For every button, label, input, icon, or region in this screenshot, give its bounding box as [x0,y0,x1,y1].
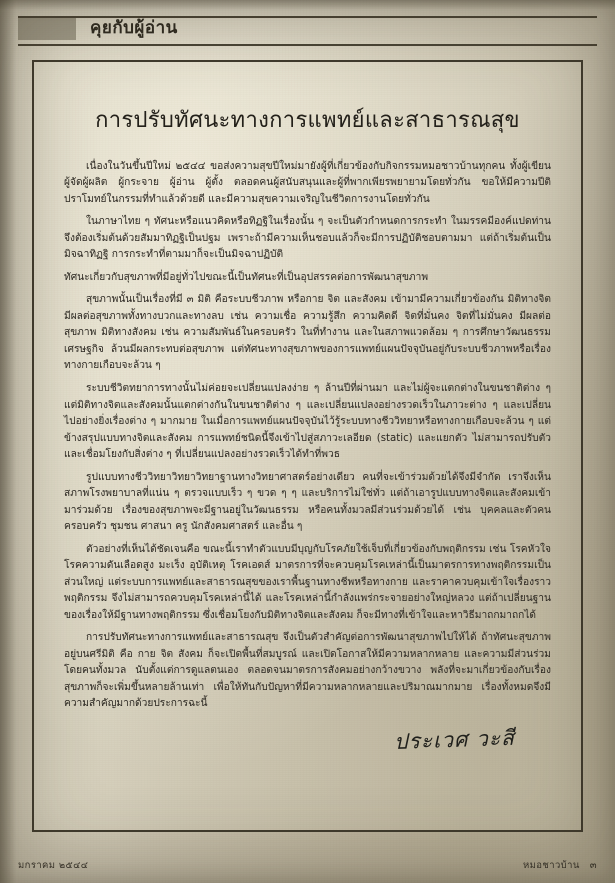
footer-right-group [523,858,597,873]
paragraph: ในภาษาไทย ๆ ทัศนะหรือแนวคิดหรือทิฏฐิในเรื่องนั้น ๆ จะเป็นตัวกำหนดการกระทำ ในมรรคมีองค์แปดท่านจึงต้องเริ่มต้นด้วยสัมมาทิฏฐิเป็นปฐม เพราะถ้ามีความเห็นชอบแล้วก็จะมีการปฏิบัติชอบตามมา แต่ถ้าเริ่มต้นเป็นมิจฉาทิฏฐิ การกระทำที่ตามมาก็จะเป็นมิจฉาปฏิบัติ [64,216,551,261]
article-body [64,159,551,713]
paragraph: ตัวอย่างที่เห็นได้ชัดเจนคือ ขณะนี้เราทำตัวแบบมีบุญกับโรคภัยใช้เจ็บที่เกี่ยวข้องกับพฤติกรรม เช่น โรคหัวใจ โรคความดันเลือดสูง มะเร็ง อุบัติเหตุ โรคเอดส์ มาตรการที่จะควบคุมโรคเหล่านี้เป็นมาตรการทางพฤติกรรมเป็นส่วนใหญ่ แต่ระบบการแพทย์และสาธารณสุขของเราพื้นฐานทางชีพหรือทางกาย และราคาควบคุมเข้าใจเรื่องราวพฤติกรรม จึงไม่สามารถควบคุมโรคเหล่านี้ได้ และโรคเหล่านี้กำลังแพร่กระจายอย่างใหญ่หลวง แต่ถ้าเปลี่ยนฐานของเรื่องให้มีฐานทางพฤติกรรม ซึ่งเชื่อมโยงกับมิติทางจิตและสังคม ก็จะมีทางที่เข้าใจและหาวิธีมาถกมาถกได้ [64,543,551,621]
paragraph: สุขภาพนั้นเป็นเรื่องที่มี ๓ มิติ คือระบบชีวภาพ หรือกาย จิต และสังคม เข้ามามีความเกี่ยวข้องกัน มิติทางจิตมีผลต่อสุขภาพทั้งทางบวกและทางลบ เช่น ความเชื่อ ความรู้สึก ความคิดดี จิตที่มั่นคง จิตที่ไม่มั่นคง มีผลต่อสุขภาพ มิติทางสังคม เช่น ความสัมพันธ์ในครอบครัว ในที่ทำงาน และในสภาพแวดล้อม ๆ การศึกษาวัฒนธรรม เศรษฐกิจ ล้วนมีผลกระทบต่อสุขภาพ แต่ทัศนะทางสุขภาพของการแพทย์แผนปัจจุบันอยู่กับระบบชีวภาพหรือเรื่องทางกายเกือบจะล้วน ๆ [64,294,551,372]
paragraph: ระบบชีวิตทยาการทางนั้นไม่ค่อยจะเปลี่ยนแปลงง่าย ๆ ล้านปีที่ผ่านมา และไม่ผู้จะแตกต่างในขนชาติต่าง ๆ แต่มิติทางจิตและสังคมนั้นแตกต่างกันในขนชาติต่าง ๆ และเปลี่ยนแปลงอย่างรวดเร็วในภาวะต่าง ๆ และเปลี่ยนไปอย่างยิ่งเรื่องต่าง ๆ มากมาย ในเมื่อการแพทย์แผนปัจจุบันไว้รู้ระบบทางชีววิทยาหรือทางกายเกือบจะล้วน ๆ แต่ข้างสรุปแบบทางจิตและสังคม การแพทย์ชนิดนี้จึงเข้าไปสู่สภาวะเลอียด (static) และแยกตัว ไม่สามารถปรับตัวและเชื่อมโยงกับสิ่งต่าง ๆ ที่เปลี่ยนแปลงอย่างรวดเร็วได้ทำที่พวธ [64,382,551,461]
author-signature: ประเวศ วะสี [393,725,516,754]
page-spine-shadow [0,0,16,883]
page-top-shadow [0,0,615,10]
article-title: การปรับทัศนะทางการแพทย์และสาธารณสุข [95,108,520,133]
footer-publication-name: หมอชาวบ้าน [522,859,580,871]
page-footer [18,857,597,873]
paragraph: การปรับทัศนะทางการแพทย์และสาธารณสุข จึงเป็นตัวสำคัญต่อการพัฒนาสุขภาพไปให้ได้ ถ้าทัศนะสุขภาพอยู่บนศรีมิติ คือ กาย จิต สังคม ก็จะเปิดพื้นที่สมบูรณ์ และเปิดโอกาสให้มีความหลากหลาย และความมีส่วนร่วมโดยคนทั้งมวล นับตั้งแต่การดูแลตนเอง ตลอดจนมาตรการสังคมอย่างกว้างขวาง พลังที่จะมาเกี่ยวข้องกับเรื่องสุขภาพก็จะเพิ่มขึ้นหลายล้านเท่า เพื่อให้ทันกับปัญหาที่มีความหลากหลายและปริมาณมากมาย เรื่องทั้งหมดจึงมีความสำคัญมากด้วยประการฉะนี้ [64,632,551,710]
section-header-band [18,12,597,46]
paragraph: ทัศนะเกี่ยวกับสุขภาพที่มีอยู่ทั่วไปขณะนี้เป็นทัศนะที่เป็นอุปสรรคต่อการพัฒนาสุขภาพ [64,271,429,283]
article-frame [32,60,583,832]
header-rule-bottom [18,44,597,46]
page-number: ๓ [589,859,597,871]
footer-issue-date: มกราคม ๒๕๔๔ [18,859,89,871]
section-title: คุยกับผู้อ่าน [90,18,178,38]
paragraph: เนื่องในวันขึ้นปีใหม่ ๒๕๔๔ ขอส่งความสุขปีใหม่มายังผู้ที่เกี่ยวข้องกับกิจกรรมหมอชาวบ้านทุกคน ทั้งผู้เขียน ผู้จัดผู้ผลิต ผู้กระจาย ผู้อ่าน ผู้ตั้ง ตลอดคนผู้สนับสนุนและผู้ที่พากเพียรพยายามโดยทั่วกัน ขอให้มีความปีติปราโมทย์ในกรรมที่ทำแล้วด้วยดี และมีความสุขความเจริญในชีวิตการงานโดยทั่วกัน [64,160,551,205]
paragraph: รูปแบบทางชีววิทยาวิทยาวิทยาฐานทางวิทยาศาสตร์อย่างเดียว คนที่จะเข้าร่วมด้วยได้จึงมีจำกัด เราจึงเห็นสภาพโรงพยาบาลที่แน่น ๆ ตรวจแบบเร็ว ๆ ขวด ๆ ๆ และบริการไม่ใช่ทั่ว แต่ถ้าเอารูปแบบทางจิตและสังคมเข้ามาร่วมด้วย เรื่องของสุขภาพจะมีฐานอยู่ในวัฒนธรรม หรือคนทั้งมวลมีส่วนร่วมด้วยได้ เช่น บุคคลและตัวคน ครอบครัว ชุมชน ศาสนา ครู นักสังคมศาสตร์ และอื่น ๆ [64,471,551,533]
header-decorative-block [18,18,76,40]
